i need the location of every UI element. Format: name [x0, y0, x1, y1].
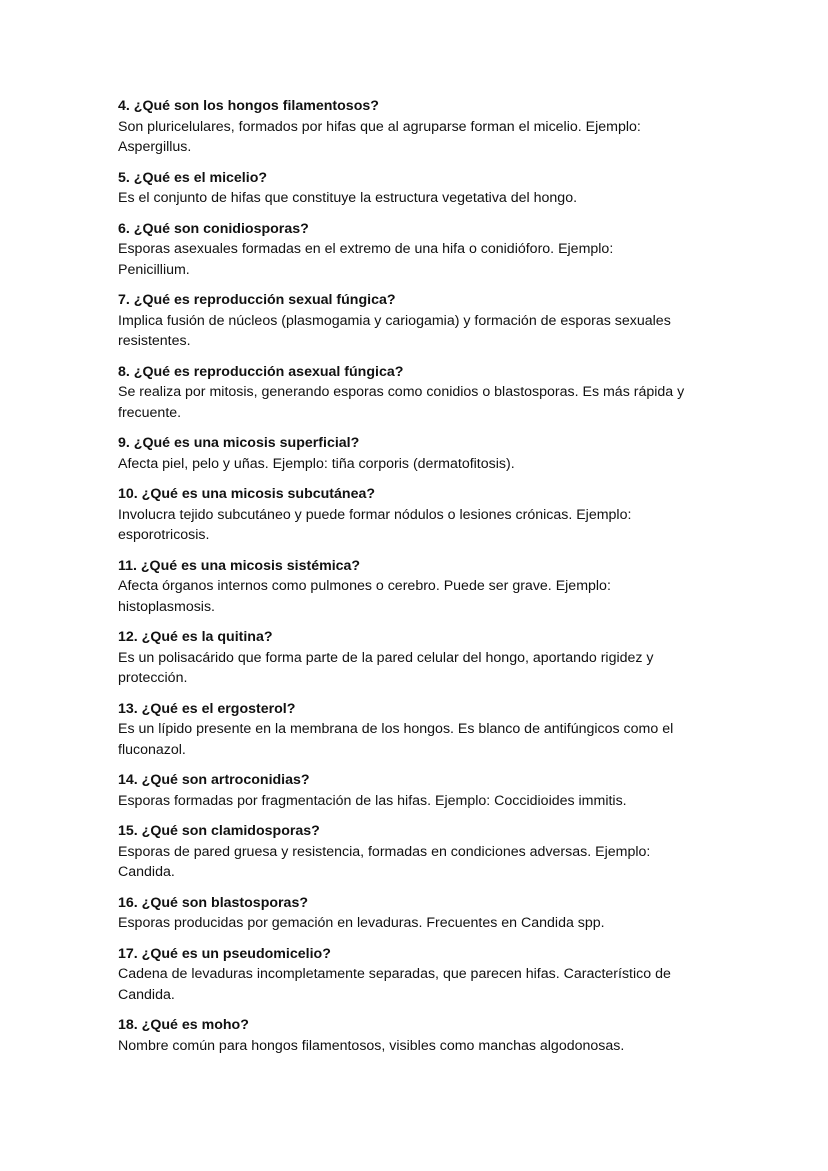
qa-item [118, 770, 718, 811]
question-heading: 15. ¿Qué son clamidosporas? [118, 823, 320, 839]
question-heading: 4. ¿Qué son los hongos filamentosos? [118, 98, 379, 114]
qa-item [118, 944, 718, 1006]
question-heading: 6. ¿Qué son conidiosporas? [118, 220, 309, 237]
answer-line: Es un polisacárido que forma parte de la pared celular del hongo, aportando rigidez y [118, 649, 654, 666]
qa-item [118, 290, 718, 352]
question-heading: 7. ¿Qué es reproducción sexual fúngica? [118, 292, 396, 308]
answer-line: Esporas formadas por fragmentación de las hifas. Ejemplo: Coccidioides immitis. [118, 792, 627, 809]
question-heading: 18. ¿Qué es moho? [118, 1017, 249, 1033]
qa-item [118, 168, 718, 209]
answer-line: Afecta piel, pelo y uñas. Ejemplo: tiña corporis (dermatofitosis). [118, 455, 515, 472]
answer-line: fluconazol. [118, 741, 186, 758]
qa-item [118, 556, 718, 618]
answer-line: Esporas producidas por gemación en levaduras. Frecuentes en Candida spp. [118, 915, 605, 931]
answer-line: Candida. [118, 986, 175, 1003]
answer-line: Involucra tejido subcutáneo y puede formar nódulos o lesiones crónicas. Ejemplo: [118, 506, 632, 523]
qa-item [118, 219, 718, 281]
question-heading: 12. ¿Qué es la quitina? [118, 629, 273, 645]
answer-line: Esporas asexuales formadas en el extremo de una hifa o conidióforo. Ejemplo: [118, 241, 614, 257]
qa-item [118, 893, 718, 934]
answer-line: Nombre común para hongos filamentosos, visibles como manchas algodonosas. [118, 1037, 625, 1054]
document-page [118, 96, 718, 1066]
qa-item [118, 433, 718, 474]
answer-line: Cadena de levaduras incompletamente separadas, que parecen hifas. Característico de [118, 966, 671, 982]
answer-line: Es el conjunto de hifas que constituye la estructura vegetativa del hongo. [118, 190, 578, 206]
answer-line: Candida. [118, 864, 175, 880]
qa-item [118, 1015, 718, 1056]
answer-line: resistentes. [118, 333, 191, 349]
question-heading: 5. ¿Qué es el micelio? [118, 169, 268, 186]
answer-line: histoplasmosis. [118, 598, 215, 615]
qa-item [118, 821, 718, 883]
qa-item [118, 96, 718, 158]
qa-item [118, 484, 718, 546]
answer-line: Afecta órganos internos como pulmones o cerebro. Puede ser grave. Ejemplo: [118, 578, 611, 594]
answer-line: protección. [118, 670, 188, 686]
question-heading: 13. ¿Qué es el ergosterol? [118, 700, 296, 717]
question-heading: 16. ¿Qué son blastosporas? [118, 894, 309, 911]
answer-line: Se realiza por mitosis, generando esporas como conidios o blastosporas. Es más rápida y [118, 384, 685, 400]
question-heading: 8. ¿Qué es reproducción asexual fúngica? [118, 363, 404, 380]
answer-line: esporotricosis. [118, 527, 210, 543]
answer-line: Esporas de pared gruesa y resistencia, formadas en condiciones adversas. Ejemplo: [118, 843, 651, 860]
answer-line: Son pluricelulares, formados por hifas que al agruparse forman el micelio. Ejemplo: [118, 118, 641, 135]
question-heading: 14. ¿Qué son artroconidias? [118, 772, 310, 788]
question-heading: 10. ¿Qué es una micosis subcutánea? [118, 486, 376, 502]
answer-line: frecuente. [118, 404, 182, 421]
question-heading: 17. ¿Qué es un pseudomicelio? [118, 945, 331, 962]
answer-line: Penicillium. [118, 261, 190, 278]
question-heading: 11. ¿Qué es una micosis sistémica? [118, 557, 361, 574]
answer-line: Es un lípido presente en la membrana de los hongos. Es blanco de antifúngicos como el [118, 721, 674, 737]
qa-item [118, 362, 718, 424]
answer-line: Aspergillus. [118, 139, 192, 155]
answer-line: Implica fusión de núcleos (plasmogamia y cariogamia) y formación de esporas sexuales [118, 312, 671, 329]
question-heading: 9. ¿Qué es una micosis superficial? [118, 435, 360, 451]
qa-item [118, 699, 718, 761]
qa-item [118, 627, 718, 689]
